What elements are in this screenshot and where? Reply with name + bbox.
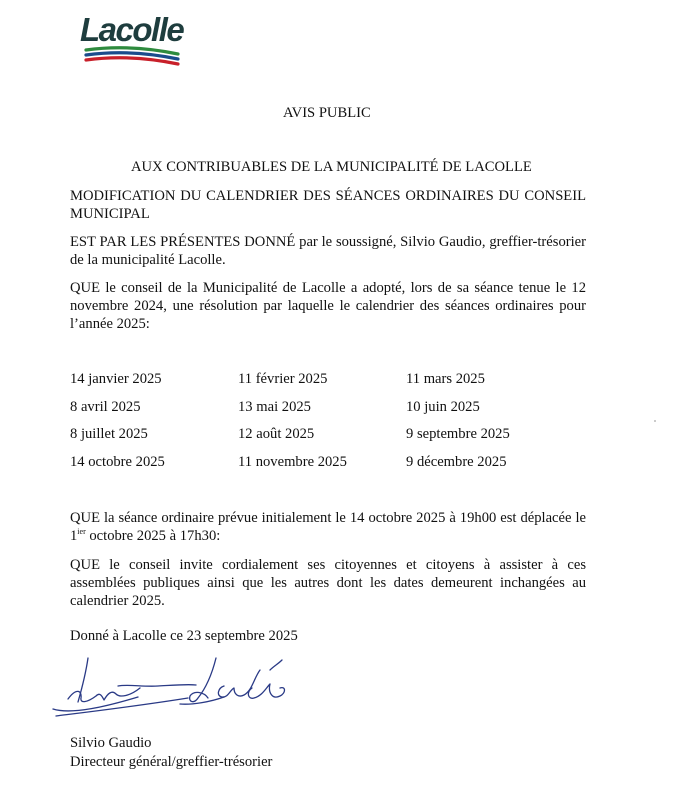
notice-title: AVIS PUBLIC bbox=[283, 105, 371, 121]
logo-wordmark: Lacolle bbox=[80, 11, 184, 48]
intro-paragraph: EST PAR LES PRÉSENTES DONNÉ par le soussigné, Silvio Gaudio, greffier-trésorier de la municipalité Lacolle. bbox=[70, 234, 586, 268]
ordinal-superscript: ier bbox=[77, 527, 86, 537]
lacolle-logo bbox=[80, 12, 182, 64]
calendar-date: 9 septembre 2025 bbox=[406, 426, 510, 442]
postponement-paragraph bbox=[70, 509, 586, 545]
adoption-paragraph: QUE le conseil de la Municipalité de Lacolle a adopté, lors de sa séance tenue le 12 novembre 2024, une résolution par laquelle le calendrier des séances ordinaires pour l’année 2025: bbox=[70, 280, 586, 332]
calendar-date: 11 novembre 2025 bbox=[238, 454, 347, 470]
given-at-line: Donné à Lacolle ce 23 septembre 2025 bbox=[70, 628, 298, 644]
calendar-date: 8 avril 2025 bbox=[70, 399, 141, 415]
signatory-name: Silvio Gaudio bbox=[70, 735, 152, 751]
invitation-paragraph: QUE le conseil invite cordialement ses citoyennes et citoyens à assister à ces assemblées publiques ainsi que les autres dont les dates demeurent inchangées au calendrier 2025. bbox=[70, 557, 586, 609]
scan-speck bbox=[654, 420, 656, 422]
subject-heading: MODIFICATION DU CALENDRIER DES SÉANCES ORDINAIRES DU CONSEIL MUNICIPAL bbox=[70, 188, 586, 222]
addressee-heading: AUX CONTRIBUABLES DE LA MUNICIPALITÉ DE LACOLLE bbox=[131, 159, 532, 175]
calendar-date: 12 août 2025 bbox=[238, 426, 315, 442]
calendar-date: 11 mars 2025 bbox=[406, 371, 485, 387]
calendar-date: 13 mai 2025 bbox=[238, 399, 311, 415]
postponement-text: QUE la séance ordinaire prévue initialement le 14 octobre 2025 à 19h00 est déplacée le 1 bbox=[70, 510, 586, 544]
logo-stripes-icon bbox=[80, 46, 182, 66]
calendar-date: 10 juin 2025 bbox=[406, 399, 480, 415]
calendar-date: 9 décembre 2025 bbox=[406, 454, 507, 470]
handwritten-signature bbox=[48, 652, 298, 724]
signatory-title: Directeur général/greffier-trésorier bbox=[70, 754, 273, 770]
calendar-date: 14 octobre 2025 bbox=[70, 454, 165, 470]
calendar-date: 8 juillet 2025 bbox=[70, 426, 148, 442]
postponement-text-end: octobre 2025 à 17h30: bbox=[85, 528, 221, 544]
calendar-date: 14 janvier 2025 bbox=[70, 371, 162, 387]
calendar-date: 11 février 2025 bbox=[238, 371, 328, 387]
